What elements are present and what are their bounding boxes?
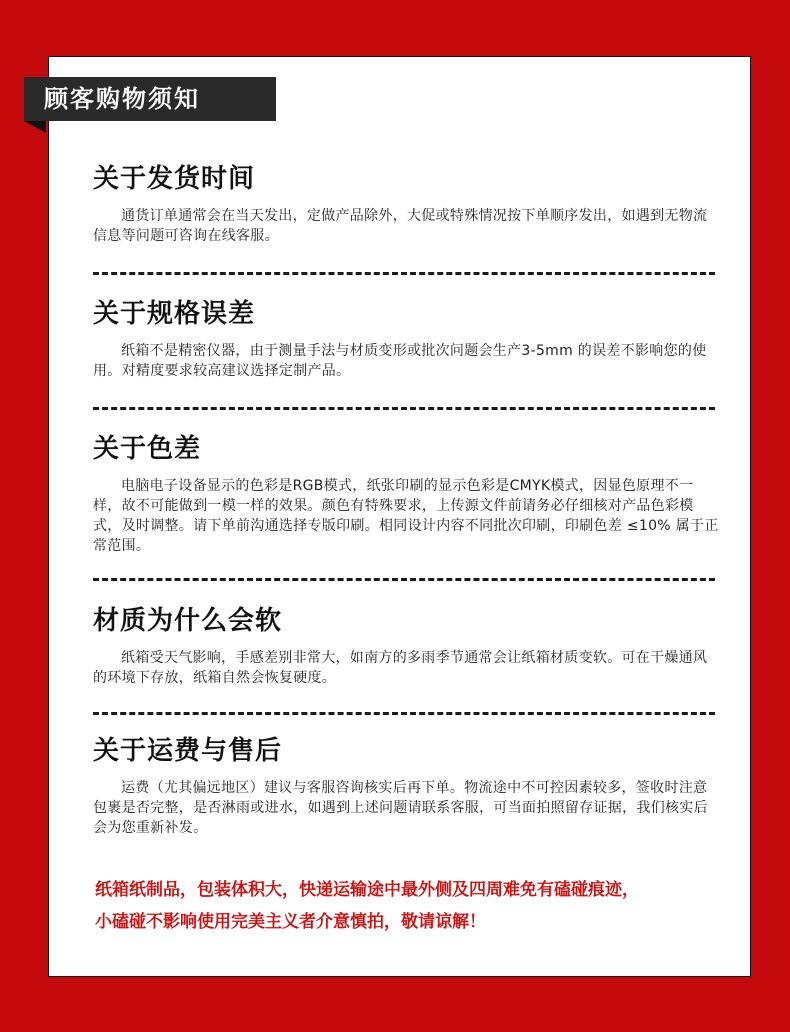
notice-line-1: 纸箱纸制品，包装体积大，快递运输途中最外侧及四周难免有磕碰痕迹，	[95, 880, 639, 900]
section-title: 关于色差	[93, 434, 202, 464]
section-material-softness	[93, 604, 723, 688]
section-body: 纸箱受天气影响，手感差别非常大，如南方的多雨季节通常会让纸箱材质变软。可在干燥通风的环境下存放，纸箱自然会恢复硬度。	[93, 650, 708, 686]
section-title: 关于发货时间	[93, 164, 256, 194]
section-title: 材质为什么会软	[93, 606, 283, 636]
section-body: 运费（尤其偏远地区）建议与客服咨询核实后再下单。物流途中不可控因素较多，签收时注意包裹是否完整，是否淋雨或进水，如遇到上述问题请联系客服，可当面拍照留存证据，我们核实后会为您重新补发。	[93, 780, 708, 836]
dashed-divider	[93, 272, 715, 275]
page-title: 顾客购物须知	[44, 85, 200, 113]
section-shipping-time	[93, 162, 723, 246]
section-title: 关于运费与售后	[93, 736, 283, 766]
page-title-banner	[24, 77, 276, 121]
notice-line-2: 小磕碰不影响使用完美主义者介意慎拍，敬请谅解！	[95, 912, 486, 932]
section-body: 通货订单通常会在当天发出，定做产品除外，大促或特殊情况按下单顺序发出，如遇到无物流信息等问题可咨询在线客服。	[93, 208, 708, 244]
section-title: 关于规格误差	[93, 299, 256, 329]
banner-fold-decoration	[24, 121, 46, 133]
section-body: 电脑电子设备显示的色彩是RGB模式，纸张印刷的显示色彩是CMYK模式，因显色原理不一样，故不可能做到一模一样的效果。颜色有特殊要求，上传源文件前请务必仔细核对产品色彩模式，及时调整。请下单前沟通选择专版印刷。相同设计内容不同批次印刷，印刷色差 ≤10% 属于正常范围。	[93, 478, 719, 554]
dashed-divider	[93, 407, 715, 410]
section-body: 纸箱不是精密仪器，由于测量手法与材质变形或批次问题会生产3-5mm 的误差不影响您的使用。对精度要求较高建议选择定制产品。	[93, 343, 707, 379]
section-size-tolerance	[93, 297, 723, 381]
dashed-divider	[93, 578, 715, 581]
dashed-divider	[93, 712, 715, 715]
section-shipping-after-sales	[93, 734, 723, 838]
section-color-difference	[93, 432, 723, 556]
red-notice	[95, 874, 735, 938]
